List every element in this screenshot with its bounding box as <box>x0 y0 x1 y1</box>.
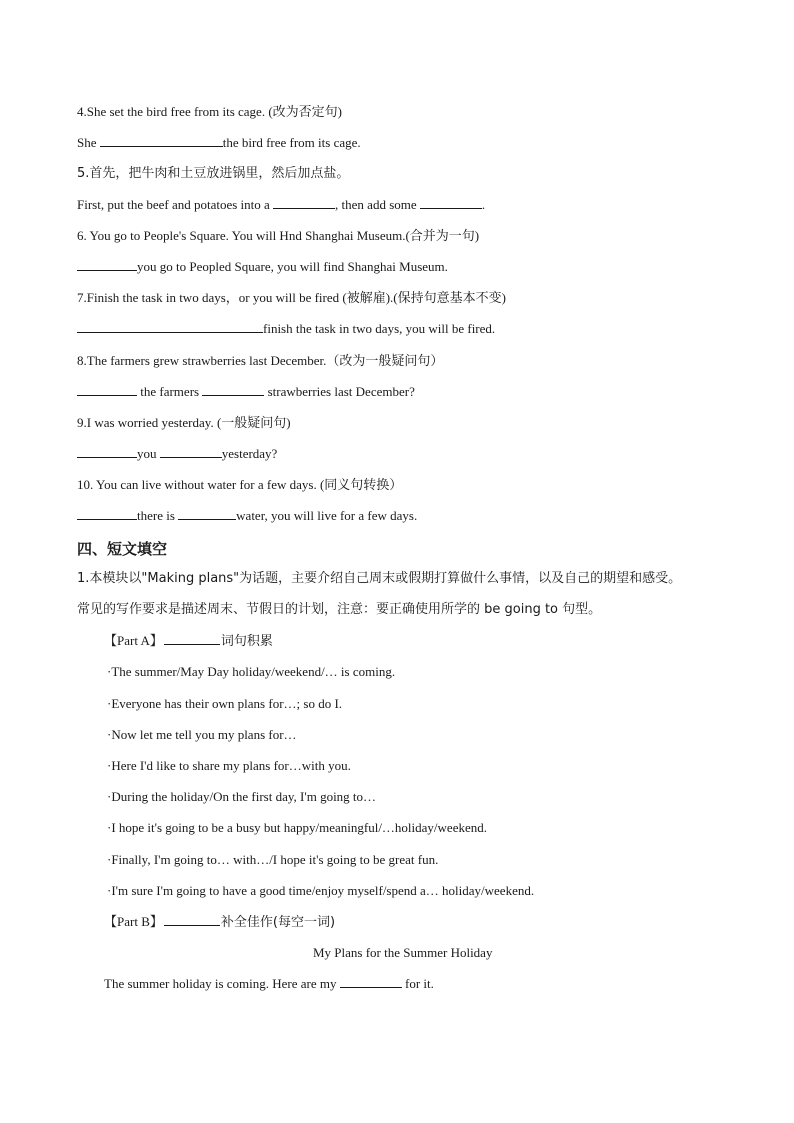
q6-blank[interactable] <box>77 258 137 271</box>
q8-blank-2[interactable] <box>202 383 264 396</box>
part-a-title: 词句积累 <box>220 634 273 649</box>
part-a-label: Part A <box>117 633 150 648</box>
q10-blank-1[interactable] <box>77 507 137 520</box>
part-b-title: 补全佳作(每空一词) <box>220 915 336 930</box>
part-a-item: ·Here I'd like to share my plans for…with you. <box>107 758 351 773</box>
section-heading: 四、短文填空 <box>77 540 168 558</box>
part-a-item: ·Everyone has their own plans for…; so do I. <box>107 696 343 711</box>
part-a-dash <box>164 635 220 645</box>
q7-blank[interactable] <box>77 320 263 333</box>
essay-title: My Plans for the Summer Holiday <box>313 945 493 960</box>
part-a-item: ·During the holiday/On the first day, I'm going to… <box>107 789 377 804</box>
q4-prompt: 4.She set the bird free from its cage. (改为否定句) <box>77 104 342 119</box>
q10-answer-line: there is water, you will live for a few days. <box>77 507 417 525</box>
part-a-item: ·I hope it's going to be a busy but happy/meaningful/…holiday/weekend. <box>107 820 487 835</box>
q4-blank[interactable] <box>100 134 223 147</box>
q9-answer-line: you yesterday? <box>77 445 277 463</box>
q7-answer-line: finish the task in two days, you will be fired. <box>77 320 495 338</box>
q9-blank-1[interactable] <box>77 445 137 458</box>
q4-answer-line: She the bird free from its cage. <box>77 135 361 150</box>
intro-line-2: 常见的写作要求是描述周末、节假日的计划，注意：要正确使用所学的 be going to 句型。 <box>77 602 602 617</box>
q9-prompt: 9.I was worried yesterday. (一般疑问句) <box>77 415 291 430</box>
q6-prompt: 6. You go to People's Square. You will Hnd Shanghai Museum.(合并为一句) <box>77 228 480 243</box>
part-b-label: Part B <box>117 914 150 929</box>
essay-line-1: The summer holiday is coming. Here are my for it. <box>104 976 434 991</box>
intro-line-1: 1.本模块以"Making plans"为话题，主要介绍自己周末或假期打算做什么事情，以及自己的期望和感受。 <box>77 571 682 586</box>
part-a-item: ·Now let me tell you my plans for… <box>107 727 297 742</box>
part-a-item: ·The summer/May Day holiday/weekend/… is coming. <box>107 664 396 679</box>
q8-answer-line: the farmers strawberries last December? <box>77 383 415 401</box>
q8-prompt: 8.The farmers grew strawberries last December.（改为一般疑问句） <box>77 353 444 368</box>
part-a-item: ·Finally, I'm going to… with…/I hope it's going to be great fun. <box>107 852 439 867</box>
part-b-dash <box>164 916 220 926</box>
q8-blank-1[interactable] <box>77 383 137 396</box>
q5-answer-line: First, put the beef and potatoes into a , then add some . <box>77 197 486 212</box>
q10-prompt: 10. You can live without water for a few days. (同义句转换） <box>77 477 403 492</box>
part-a-heading: 【Part A】 词句积累 <box>104 633 273 649</box>
q9-blank-2[interactable] <box>160 445 222 458</box>
q10-blank-2[interactable] <box>178 507 236 520</box>
essay-blank-1[interactable] <box>340 975 402 988</box>
part-b-heading: 【Part B】 补全佳作(每空一词) <box>104 914 336 930</box>
part-a-item: ·I'm sure I'm going to have a good time/enjoy myself/spend a… holiday/weekend. <box>107 883 535 898</box>
q5-blank-1[interactable] <box>273 196 335 209</box>
q7-prompt: 7.Finish the task in two days，or you will be fired (被解雇).(保持句意基本不变) <box>77 290 506 305</box>
q5-prompt: 5.首先，把牛肉和土豆放进锅里，然后加点盐。 <box>77 166 350 181</box>
q5-blank-2[interactable] <box>420 196 482 209</box>
q6-answer-line: you go to Peopled Square, you will find Shanghai Museum. <box>77 258 448 276</box>
